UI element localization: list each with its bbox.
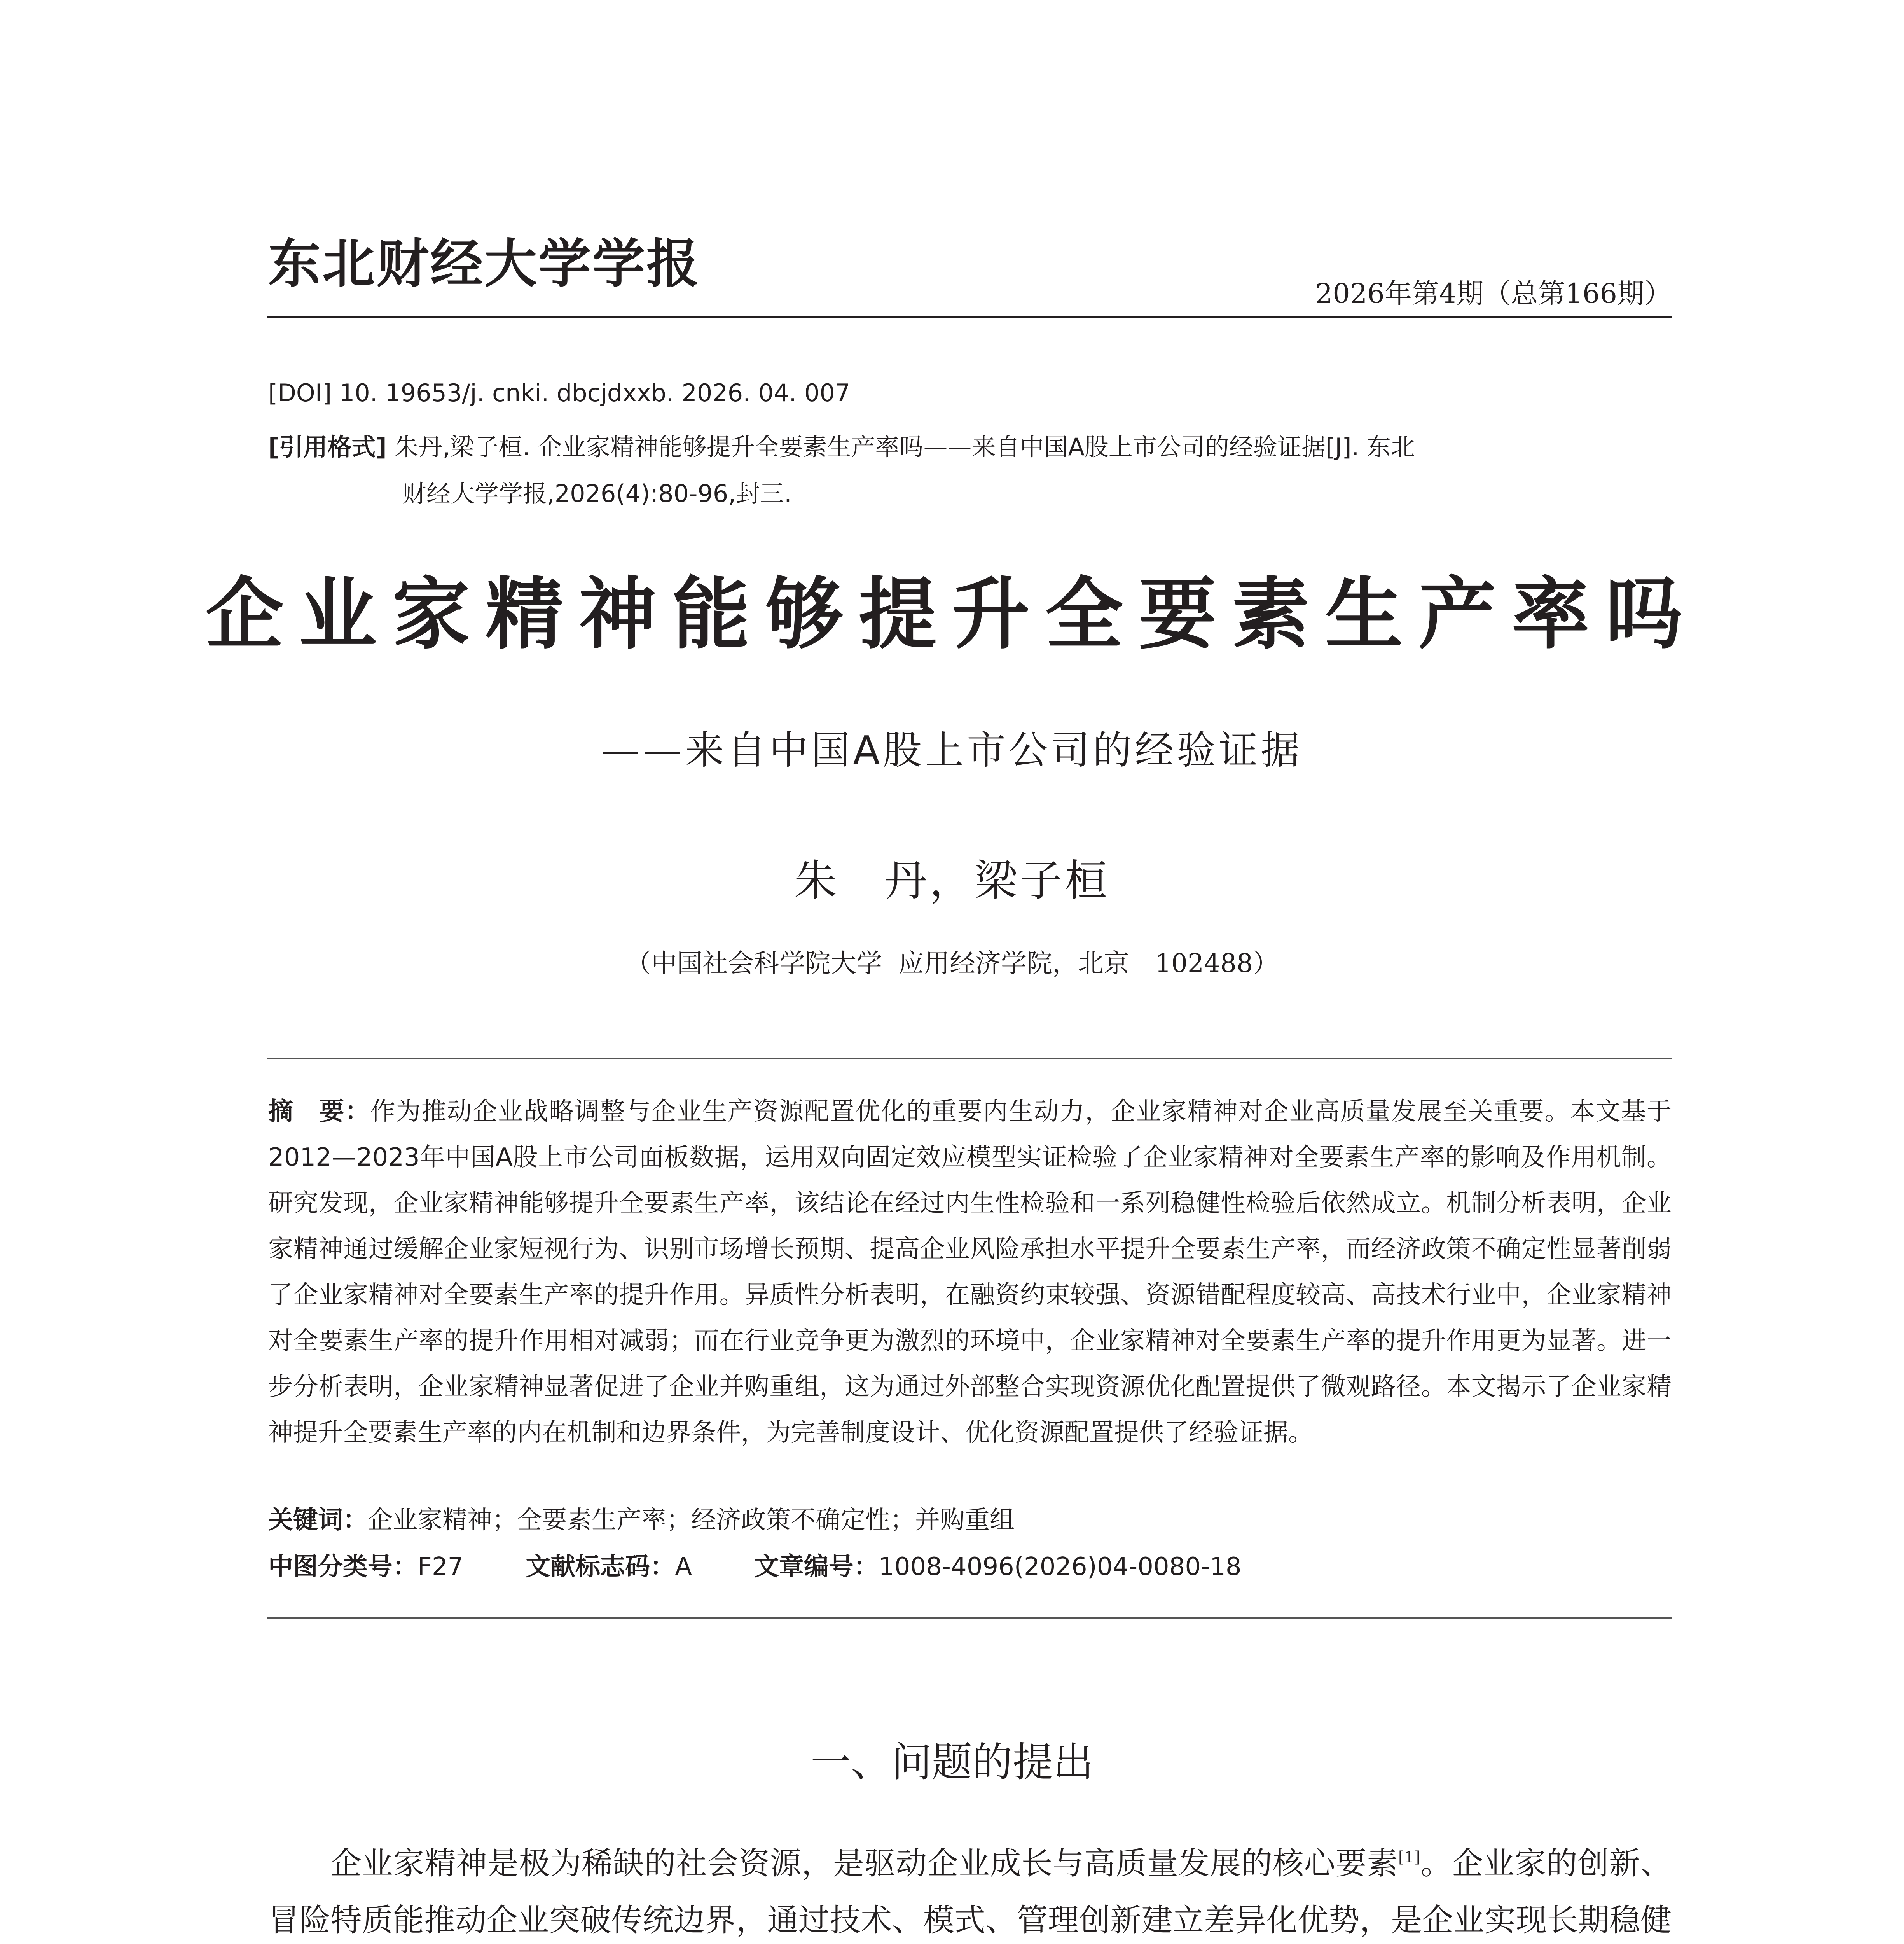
section-heading: 一、问题的提出 [810, 1738, 1093, 1786]
clc-label: 中图分类号： [268, 1552, 417, 1581]
keywords-text: 企业家精神；全要素生产率；经济政策不确定性；并购重组 [368, 1506, 1015, 1535]
abstract-label: 摘 要： [268, 1097, 370, 1126]
doc-code-value: A [675, 1552, 692, 1581]
reference-1: [1] [1398, 1848, 1420, 1866]
abstract-text: 作为推动企业战略调整与企业生产资源配置优化的重要内生动力，企业家精神对企业高质量发展至关重要。本文基于2012—2023年中国A股上市公司面板数据，运用双向固定效应模型实证检验了企业家精神对全要素生产率的影响及作用机制。研究发现，企业家精神能够提升全要素生产率，该结论在经过内生性检验和一系列稳健性检验后依然成立。机制分析表明，企业家精神通过缓解企业家短视行为、识别市场增长预期、提高企业风险承担水平提升全要素生产率，而经济政策不确定性显著削弱了企业家精神对全要素生产率的提升作用。异质性分析表明，在融资约束较强、资源错配程度较高、高技术行业中，企业家精神对全要素生产率的提升作用相对减弱；而在行业竞争更为激烈的环境中，企业家精神对全要素生产率的提升作用更为显著。进一步分析表明，企业家精神显著促进了企业并购重组，这为通过外部整合实现资源优化配置提供了微观路径。本文揭示了企业家精神提升全要素生产率的内在机制和边界条件，为完善制度设计、优化资源配置提供了经验证据。 [268, 1097, 1672, 1447]
clc-value: F27 [417, 1552, 464, 1581]
article-no-value: 1008-4096(2026)04-0080-18 [879, 1552, 1242, 1581]
affiliation: （中国社会科学院大学 应用经济学院，北京 102488） [625, 948, 1279, 978]
citation-label: [引用格式] [268, 433, 387, 461]
article-title: 企业家精神能够提升全要素生产率吗 [205, 568, 1698, 660]
citation-format [268, 424, 1672, 517]
body-paragraph [268, 1835, 1672, 1944]
abstract-bottom-rule [267, 1617, 1672, 1619]
classification-line [268, 1554, 1242, 1579]
abstract [268, 1089, 1672, 1456]
journal-logo: 东北财经大学学报 [268, 233, 700, 294]
body-text-1: 企业家精神是极为稀缺的社会资源，是驱动企业成长与高质量发展的核心要素 [330, 1845, 1398, 1881]
abstract-top-rule [267, 1058, 1672, 1059]
header-rule [267, 316, 1672, 318]
body-text-2: 。企业家的创新、冒险特质能推动企业突破传统边界，通过技术、模式、管理创新建立差异化优势，是企业实现长期稳健 [268, 1845, 1672, 1938]
article-no-label: 文章编号： [754, 1552, 879, 1581]
keywords [268, 1508, 1015, 1533]
doc-code-label: 文献标志码： [526, 1552, 675, 1581]
authors: 朱 丹，梁子桓 [794, 856, 1110, 906]
keywords-label: 关键词： [268, 1506, 368, 1535]
citation-line-1: 朱丹,梁子桓. 企业家精神能够提升全要素生产率吗——来自中国A股上市公司的经验证据[J]. 东北 [386, 433, 1415, 461]
article-subtitle: ——来自中国A股上市公司的经验证据 [601, 727, 1303, 773]
issue-info: 2026年第4期（总第166期） [1315, 278, 1672, 309]
citation-line-2: 财经大学学报,2026(4):80-96,封三. [402, 479, 792, 508]
doi: [DOI] 10. 19653/j. cnki. dbcjdxxb. 2026. 04. 007 [268, 379, 851, 407]
